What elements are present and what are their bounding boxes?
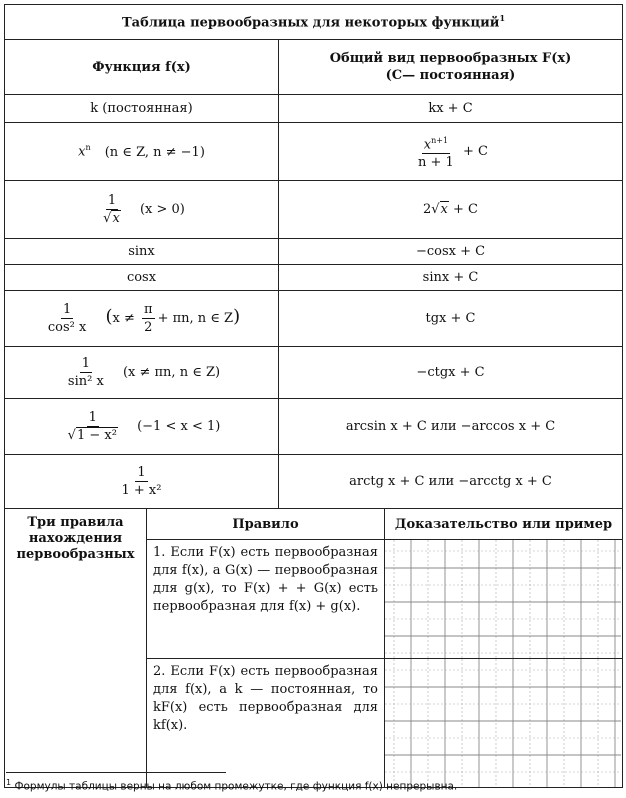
proof-column-header	[385, 509, 623, 540]
table-row	[5, 239, 623, 265]
radicand: 1 − x²	[76, 428, 117, 443]
footnote-separator	[6, 772, 226, 773]
antiderivative-coefficient: 2	[422, 202, 432, 217]
header-function	[5, 40, 279, 95]
footnote-text: Формулы таблицы верны на любом промежутке, где функция f(x) непрерывна.	[14, 780, 458, 793]
antiderivative-text: arctg x + C или −arcctg x + C	[349, 474, 552, 489]
function-fraction	[66, 356, 106, 389]
fraction-denominator: n + 1	[418, 155, 454, 171]
function-fraction	[46, 302, 88, 335]
function-cell	[5, 347, 279, 399]
table-title	[5, 5, 623, 40]
fraction-numerator: 1	[88, 410, 97, 425]
antiderivative-constant: + C	[453, 202, 479, 217]
antiderivative-cell	[279, 239, 623, 265]
function-condition: (	[105, 306, 113, 327]
title-footnote-mark: 1	[499, 13, 506, 24]
function-cell	[5, 239, 279, 265]
function-condition: (n ∈ Z, n ≠ −1)	[104, 144, 205, 160]
fraction-denominator: sin² x	[67, 374, 104, 389]
header-antiderivative-line1: Общий вид первообразных F(x)	[329, 51, 572, 66]
antiderivative-text: tgx + C	[425, 311, 476, 326]
fraction-numerator: x	[423, 137, 432, 153]
function-condition: (x ≠ πn, n ∈ Z)	[122, 365, 221, 380]
rule-1	[147, 540, 385, 659]
antiderivative-text: −ctgx + C	[416, 365, 485, 380]
rule-2-text: 2. Если F(x) есть первообразная для f(x), а k — постоянная, то kF(x) есть первообразная для kf(x).	[153, 664, 378, 733]
antiderivative-text: −cosx + C	[415, 244, 486, 259]
header-function-text: Функция f(x)	[92, 59, 191, 75]
function-cell	[5, 123, 279, 181]
antiderivative-cell	[279, 95, 623, 123]
fraction-denominator: 1 + x²	[121, 483, 162, 498]
table-row	[5, 399, 623, 455]
function-condition: (−1 < x < 1)	[137, 419, 221, 434]
function-cell	[5, 181, 279, 239]
proof-grid-1	[385, 540, 623, 659]
fraction-numerator-exponent: n+1	[431, 135, 449, 145]
antiderivative-table	[4, 4, 623, 509]
title-text: Таблица первообразных для некоторых функций	[121, 15, 500, 31]
fraction-numerator: 1	[137, 465, 146, 480]
graph-paper-2	[385, 659, 621, 787]
table-row	[5, 123, 623, 181]
table-row	[5, 95, 623, 123]
antiderivative-cell	[279, 123, 623, 181]
proof-column-header-text: Доказательство или пример	[394, 516, 613, 532]
rule-column-header	[147, 509, 385, 540]
condition-denominator: 2	[144, 320, 153, 335]
antiderivative-cell	[279, 291, 623, 347]
function-cell	[5, 265, 279, 291]
antiderivative-text: sinx + C	[422, 270, 479, 285]
fraction-numerator: 1	[107, 193, 117, 208]
table-row	[5, 181, 623, 239]
antiderivative-cell	[279, 347, 623, 399]
function-cell	[5, 291, 279, 347]
footnote-mark: 1	[6, 778, 12, 787]
rules-section-label-text: Три правила нахождения первообразных	[16, 515, 135, 562]
fraction-numerator: 1	[62, 302, 72, 317]
function-text: cosx	[126, 270, 157, 285]
proof-grid-2	[385, 659, 623, 788]
antiderivative-constant: + C	[462, 143, 488, 159]
antiderivative-cell	[279, 265, 623, 291]
condition-part-a: x ≠	[112, 311, 135, 326]
function-exponent: n	[85, 143, 91, 153]
antiderivative-text: arcsin x + C или −arccos x + C	[345, 419, 556, 434]
antiderivative-cell	[279, 399, 623, 455]
condition-close-paren: )	[233, 306, 241, 327]
radicand: x	[112, 211, 120, 226]
antiderivative-fraction	[416, 133, 456, 170]
antiderivative-text: kx + C	[428, 101, 473, 116]
antiderivative-cell	[279, 455, 623, 509]
fraction-numerator: 1	[81, 356, 90, 371]
header-antiderivative-line2: (C— постоянная)	[385, 68, 516, 83]
header-antiderivative	[279, 40, 623, 95]
graph-paper-1	[385, 540, 621, 658]
antiderivative-cell: 2√x + C	[279, 181, 623, 239]
rules-table	[4, 508, 623, 788]
rule-1-text: 1. Если F(x) есть первообразная для f(x), а G(x) — первообразная для g(x), то F(x) + + G(x) есть первообразная для f(x) + g(x).	[153, 545, 378, 614]
function-base: x	[78, 144, 86, 160]
rules-section-label	[5, 509, 147, 788]
condition-numerator: π	[144, 302, 153, 317]
antiderivative-table-page	[4, 4, 622, 788]
rule-column-header-text: Правило	[232, 516, 299, 532]
table-row	[5, 347, 623, 399]
function-cell	[5, 95, 279, 123]
footnote	[6, 778, 457, 793]
radicand: x	[440, 202, 448, 217]
function-condition: (x > 0)	[139, 202, 185, 217]
function-fraction: $\frac{1}{\text{√1 − x²}}$	[67, 410, 117, 443]
function-fraction: $\frac{1}{√x}$	[103, 193, 120, 226]
function-fraction	[120, 465, 164, 498]
condition-fraction	[142, 302, 155, 335]
function-cell	[5, 399, 279, 455]
fraction-denominator: cos² x	[47, 320, 87, 335]
condition-part-b: + πn, n ∈ Z	[157, 311, 234, 326]
function-cell	[5, 455, 279, 509]
rule-2	[147, 659, 385, 788]
function-text: sinx	[128, 244, 155, 259]
table-row	[5, 455, 623, 509]
function-text: k (постоянная)	[90, 101, 193, 116]
table-row	[5, 291, 623, 347]
table-row	[5, 265, 623, 291]
